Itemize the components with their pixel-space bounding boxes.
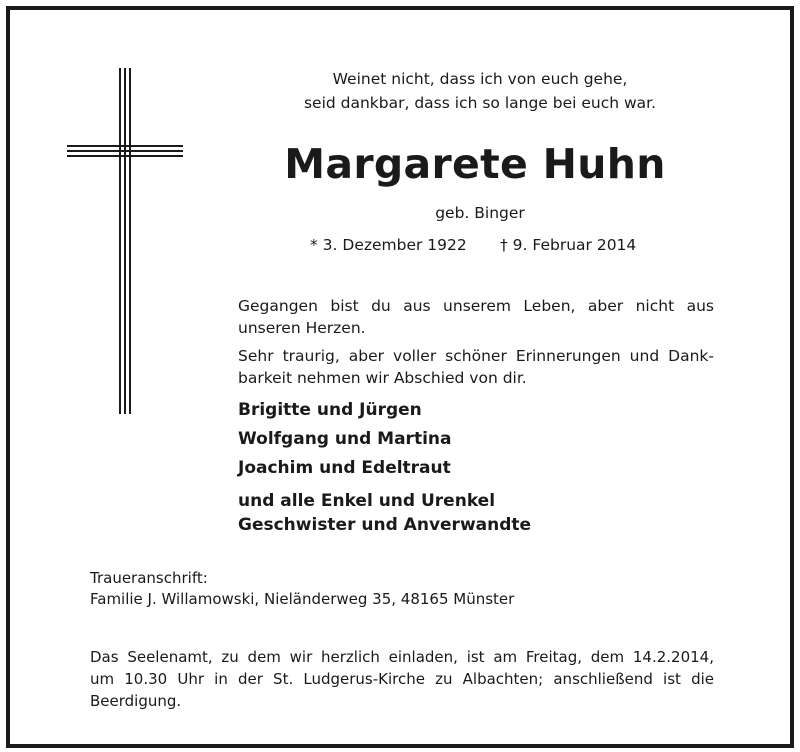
motto-line-2: seid dankbar, dass ich so lange bei euch war.: [303, 94, 657, 112]
life-dates: [310, 236, 650, 254]
motto: [300, 67, 660, 115]
mourners-list: [238, 396, 531, 537]
address-value: Familie J. Willamowski, Nieländerweg 35, 48165 Münster: [90, 590, 515, 608]
death-date: † 9. Februar 2014: [500, 236, 637, 254]
cross-icon: [67, 68, 183, 414]
address-label: Traueranschrift:: [90, 569, 208, 587]
mourner-name: Geschwister und Anverwandte: [238, 515, 532, 535]
service-info: [90, 646, 714, 712]
grief-line-2: barkeit nehmen wir Abschied von dir.: [238, 369, 527, 387]
maiden-name: geb. Binger: [435, 204, 525, 222]
birth-date: * 3. Dezember 1922: [310, 236, 467, 254]
motto-line-1: Weinet nicht, dass ich von euch gehe,: [332, 70, 628, 88]
mourner-name: Wolfgang und Martina: [238, 429, 452, 449]
service-line-1: Das Seelenamt, zu dem wir herzlich einladen, ist am Freitag, dem 14.2.2014,: [90, 648, 714, 666]
grief-line-1: Sehr traurig, aber voller schöner Erinnerungen und Dank-: [238, 347, 714, 365]
farewell-line-2: unseren Herzen.: [238, 319, 366, 337]
mourner-name: und alle Enkel und Urenkel: [238, 491, 496, 511]
grief-paragraph: [238, 345, 714, 389]
mourner-name: Joachim und Edeltraut: [238, 458, 451, 478]
farewell-line-1: Gegangen bist du aus unserem Leben, aber nicht aus: [238, 297, 714, 315]
service-line-2: um 10.30 Uhr in der St. Ludgerus-Kirche zu Albachten; anschließend ist die Beerdigung.: [90, 670, 714, 710]
farewell-paragraph: [238, 295, 714, 339]
mourner-name: Brigitte und Jürgen: [238, 400, 422, 420]
deceased-name: Margarete Huhn: [284, 140, 666, 188]
mourning-address: [90, 568, 514, 610]
